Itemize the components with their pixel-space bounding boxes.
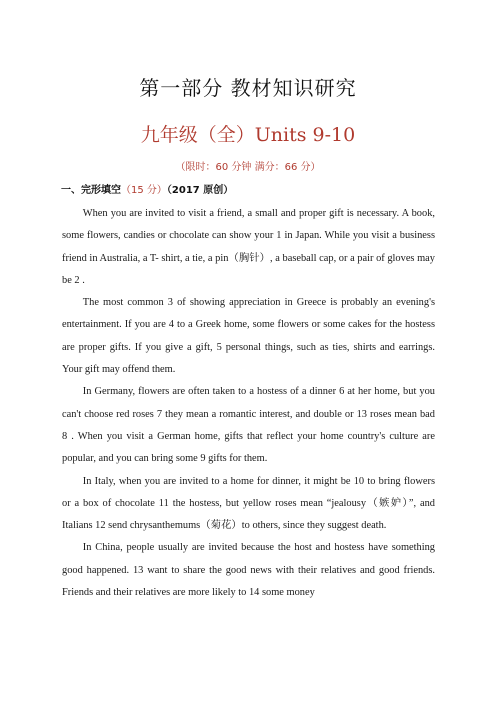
paragraph-italy: In Italy, when you are invited to a home for dinner, it might be 10 to bring flowers or a box of chocolate 11 the hostess, but yellow roses mean “jealousy（嫉妒）”, and Italians 12 send chrysanthemums（菊花）to others, since they suggest death. — [62, 475, 435, 532]
paragraph-japan-australia: When you are invited to visit a friend, a small and proper gift is necessary. A book, some flowers, candies or chocolate can show your 1 in Japan. While you visit a business friend in Australia, a T- shirt, a tie, a pin（胸针）, a baseball cap, or a pair of gloves may be 2 . — [62, 208, 435, 286]
part-title: 第一部分 教材知识研究 — [139, 76, 357, 100]
section-score: （15 分） — [121, 185, 167, 196]
section-tag: （2017 原创） — [166, 185, 234, 196]
time-score-limits: （限时：60 分钟 满分：66 分） — [175, 162, 321, 173]
paragraph-china: In China, people usually are invited because the host and hostess have something good happened. 13 want to share the good news with their relatives and good friends. Friends and their relatives are more likely to 14 some money — [62, 542, 435, 599]
section-title: 一、完形填空 — [61, 185, 121, 196]
unit-title: 九年级（全）Units 9-10 — [140, 124, 356, 146]
paragraph-germany: In Germany, flowers are often taken to a hostess of a dinner 6 at her home, but you can't choose red roses 7 they mean a romantic interest, and double or 13 roses mean bad 8 . When you visit a German home, gifts that reflect your home country's culture are popular, and you can bring some 9 gifts for them. — [62, 386, 435, 465]
cloze-passage — [62, 203, 435, 604]
paragraph-greece: The most common 3 of showing appreciation in Greece is probably an evening's entertainment. If you are 4 to a Greek home, some flowers or some cakes for the hostess are proper gifts. If you give a gift, 5 personal things, such as ties, shirts and earrings. Your gift may offend them. — [62, 297, 435, 376]
section-heading — [61, 181, 233, 196]
